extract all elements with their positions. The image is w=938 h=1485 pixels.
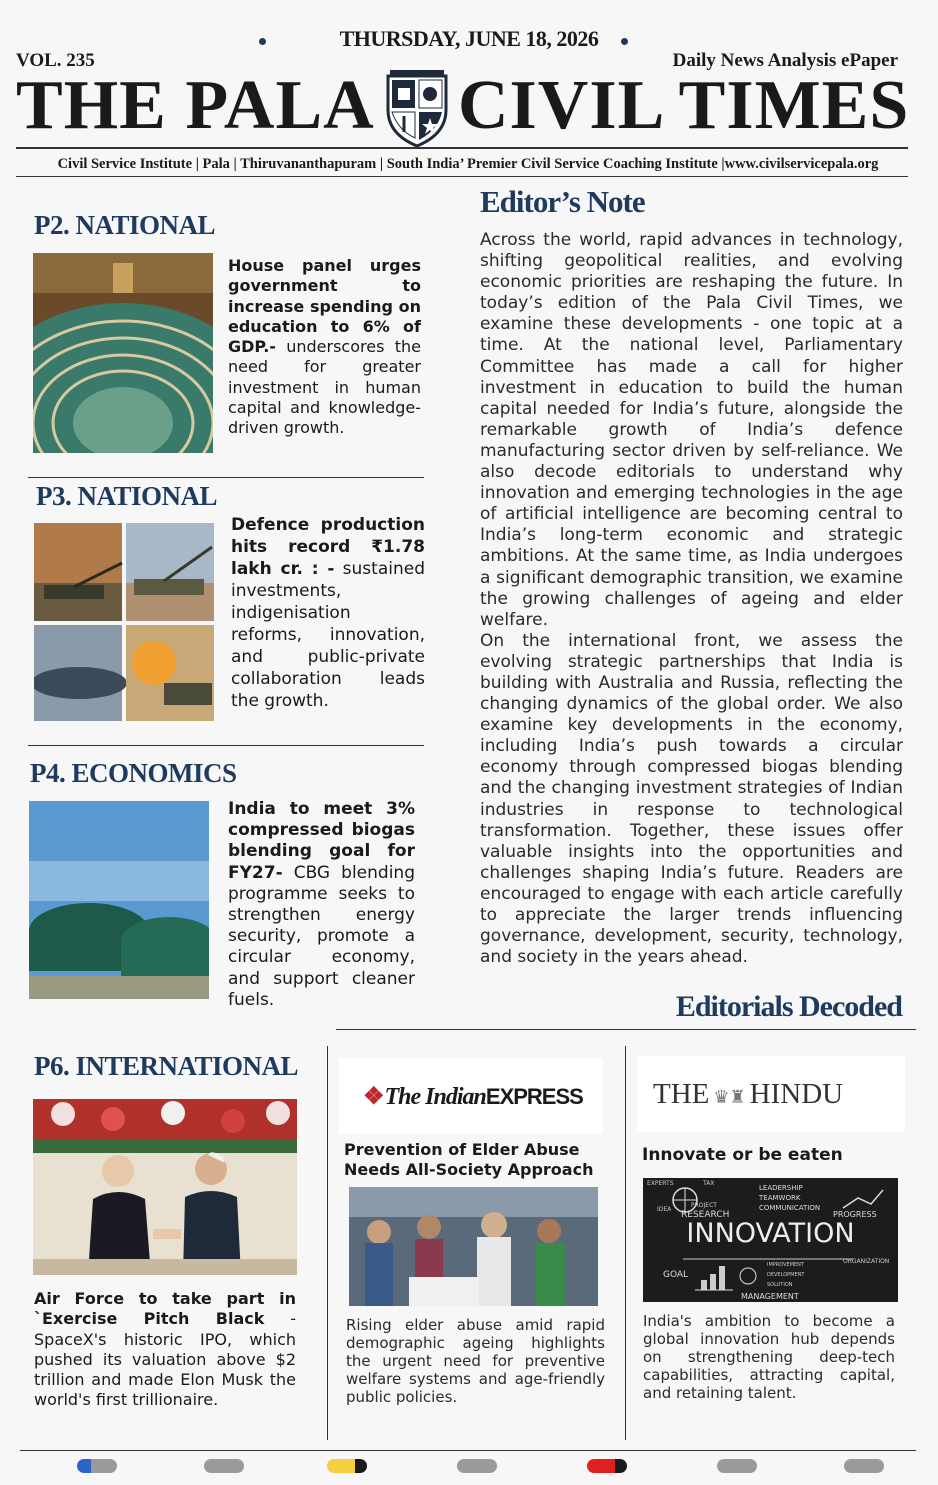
- section-heading: P4. ECONOMICS: [30, 758, 237, 788]
- graphic-label: MANAGEMENT: [741, 1292, 799, 1301]
- graphic-label: LEADERSHIP: [759, 1184, 803, 1192]
- editorial-headline: Prevention of Elder Abuse Needs All-Society Approach: [344, 1140, 594, 1179]
- emblem-logo: [384, 68, 450, 153]
- column-divider: [327, 1046, 328, 1440]
- issue-date: THURSDAY, JUNE 18, 2026: [339, 26, 599, 51]
- editorial-headline: Innovate or be eaten: [642, 1145, 843, 1165]
- story-headline: Air Force to take part in `Exercise Pitch Black: [34, 1289, 296, 1329]
- the-hindu-logo: [637, 1056, 905, 1132]
- footer-pill: [587, 1459, 627, 1473]
- story-headline: India to meet 3% compressed biogas blending goal for FY27-: [228, 799, 415, 883]
- section-heading: P3. NATIONAL: [36, 481, 218, 511]
- editor-note-body: [480, 230, 903, 968]
- tagline-rule: [16, 176, 908, 177]
- graphic-label: PROJECT: [691, 1202, 717, 1209]
- footer-pill: [327, 1459, 367, 1473]
- editorial-summary: India's ambition to become a global innovation hub depends on strengthening deep-tech capabilities, attracting capital, and retaining talent.: [643, 1312, 895, 1402]
- graphic-label: RESEARCH: [681, 1210, 730, 1220]
- graphic-label: GOAL: [663, 1270, 689, 1280]
- section-divider: [28, 745, 424, 746]
- graphic-label: TAX: [703, 1180, 715, 1187]
- editorials-rule: [336, 1029, 916, 1030]
- elderly-crowd-photo: [349, 1187, 598, 1306]
- story-body: sustained investments, indigenisation reforms, innovation, and public-private collaboration leads the growth.: [231, 559, 425, 711]
- innovation-word: INNOVATION: [686, 1218, 855, 1249]
- graphic-label: IDEA: [657, 1206, 672, 1213]
- graphic-label: EXPERTS: [647, 1180, 674, 1187]
- defence-photo-collage: [34, 523, 214, 721]
- story-p3: [231, 514, 425, 712]
- innovation-chalkboard-graphic: [643, 1178, 898, 1302]
- logo-text-a: The Indian: [384, 1084, 486, 1110]
- title-right: CIVIL TIMES: [458, 67, 910, 144]
- editor-note-paragraph: On the international front, we assess the evolving strategic partnerships that India is building with Australia and Russia, reflecting the changing dynamics of the global order. We also examine key developments in the economy, including India’s push towards a circular economy through compressed biogas blending and the changing investment strategies of Indian industries in response to technological transformation. Together, these issues offer valuable insights into the opportunities and challenges shaping India’s future. Readers are encouraged to engage with each article carefully to appreciate the larger trends influencing governance, development, security, technology, and society in the years ahead.: [480, 630, 903, 968]
- section-heading: P2. NATIONAL: [34, 210, 216, 240]
- logo-text-a: THE: [653, 1078, 710, 1110]
- section-divider: [28, 477, 424, 478]
- footer-pill: [717, 1459, 757, 1473]
- footer-pill: [457, 1459, 497, 1473]
- logo-text-b: EXPRESS: [485, 1084, 583, 1109]
- story-headline: House panel urges government to increase spending on education to 6% of GDP.-: [228, 256, 421, 357]
- graphic-label: COMMUNICATION: [759, 1204, 821, 1212]
- biogas-plant-photo: [29, 801, 209, 999]
- footer-pill: [844, 1459, 884, 1473]
- story-p6: [34, 1289, 296, 1411]
- editorial-summary: Rising elder abuse amid rapid demographic ageing highlights the urgent need for preventive welfare systems and age-friendly public policies.: [346, 1316, 605, 1406]
- footer-pill: [204, 1459, 244, 1473]
- editorials-heading: Editorials Decoded: [675, 990, 902, 1023]
- graphic-label: DEVELOPMENT: [767, 1272, 805, 1278]
- editor-note-paragraph: Across the world, rapid advances in technology, shifting geopolitical realities, and evolving economic priorities are reshaping the future. In today’s edition of the Pala Civil Times, we examine these developments - one topic at a time. At the national level, Parliamentary Committee has made a call for higher investment in education to build the human capital needed for India’s future, alongside the remarkable growth of India’s defence manufacturing sector driven by self-reliance. We also decode editorials to understand why innovation and emerging technologies in the age of artificial intelligence are becoming central to India’s long-term economic and strategic ambitions. At the same time, as India undergoes a significant demographic transition, we examine the growing challenges of ageing and elder welfare.: [480, 230, 903, 630]
- title-left: THE PALA: [16, 67, 375, 144]
- graphic-label: PROGRESS: [833, 1210, 877, 1219]
- story-p4: [228, 799, 415, 1011]
- graphic-label: TEAMWORK: [759, 1194, 801, 1202]
- logo-mark: ❖: [363, 1084, 385, 1110]
- section-heading: P6. INTERNATIONAL: [34, 1051, 299, 1081]
- footer-rule: [20, 1450, 916, 1451]
- story-body: underscores the need for greater investment in human capital and knowledge-driven growth.: [228, 337, 421, 438]
- graphic-label: ORGANIZATION: [843, 1258, 890, 1265]
- crest-icon: ♛♜: [713, 1087, 746, 1107]
- story-p2: [228, 256, 421, 439]
- story-body: - SpaceX's historic IPO, which pushed its valuation above $2 trillion and made Elon Musk the world's first trillionaire.: [34, 1309, 297, 1410]
- footer-pill: [77, 1459, 117, 1473]
- column-divider: [625, 1046, 626, 1440]
- story-body: CBG blending programme seeks to strengthen energy security, promote a circular economy, and support cleaner fuels.: [228, 862, 415, 1010]
- editor-note-heading: Editor’s Note: [480, 184, 645, 219]
- indian-express-logo: [339, 1058, 603, 1134]
- tagline: Civil Service Institute | Pala | Thiruvananthapuram | South India’ Premier Civil Service Coaching Institute |www.civilservicepala.org: [57, 156, 879, 172]
- masthead-rule: [16, 147, 908, 149]
- parliament-photo: [33, 253, 213, 453]
- graphic-label: IMPROVEMENT: [767, 1262, 804, 1268]
- story-headline: Defence production hits record ₹1.78 lakh cr. : -: [231, 515, 425, 579]
- leaders-handshake-photo: [33, 1099, 297, 1275]
- graphic-label: SOLUTION: [767, 1282, 793, 1288]
- logo-text-b: HINDU: [749, 1078, 844, 1110]
- edition-label: Daily News Analysis ePaper: [672, 50, 898, 71]
- volume-number: VOL. 235: [16, 50, 95, 71]
